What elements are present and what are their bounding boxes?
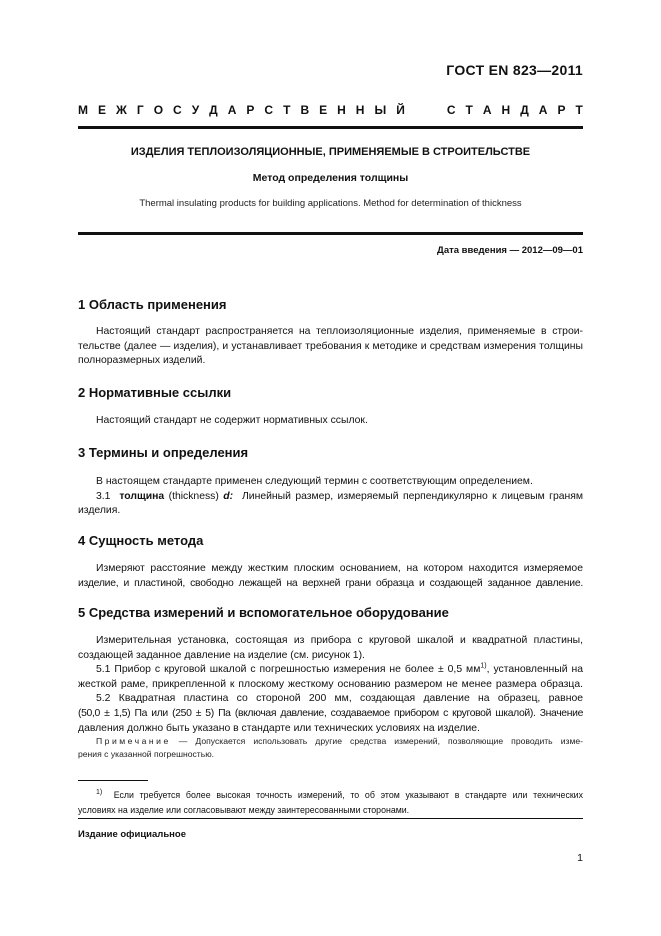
section-4-paragraph: [78, 562, 583, 591]
standard-number: ГОСТ EN 823—2011: [446, 62, 583, 78]
interstate-letter: А: [538, 103, 548, 117]
interstate-letter: Н: [501, 103, 511, 117]
header-rule-bottom: [78, 232, 583, 235]
interstate-letter: Ж: [116, 103, 127, 117]
interstate-letter: [431, 103, 437, 117]
footnote-mark: 1): [96, 789, 103, 797]
text-line: Измерительная установка, состоящая из прибора с круговой шкалой и квадратной пластины,: [96, 635, 583, 646]
interstate-letter: Г: [136, 103, 144, 117]
section-5-paragraph: [78, 634, 583, 736]
text-run: 5.1 Прибор с круговой шкалой с погрешностью измерения не более ± 0,5 мм: [96, 664, 481, 676]
text-line: изделие, и пластиной, свободно лежащей на верхней грани образца и создающей заданное давление.: [78, 577, 583, 589]
section-1-heading: 1 Область применения: [78, 297, 227, 312]
text-line: изделия.: [78, 505, 121, 517]
document-title-english: Thermal insulating products for building applications. Method for determination of thickness: [139, 198, 522, 209]
footnote-text: Если требуется более высокая точность измерений, то об этом указывают в стандарте или технических: [113, 790, 583, 800]
page-number: 1: [577, 852, 583, 864]
text-line: (50,0 ± 1,5) Па или (250 ± 5) Па (включая давление, создаваемое прибором с круговой шкалой). Значение: [78, 707, 583, 719]
text-line: тельстве (далее — изделия), и устанавливает требования к методике и средствам измерения толщины: [78, 340, 583, 352]
interstate-letter: О: [153, 103, 164, 117]
term-definition: Линейный размер, измеряемый перпендикулярно к лицевым граням: [241, 490, 584, 502]
text-run: , установленный на: [486, 664, 583, 676]
interstate-letter: В: [300, 103, 310, 117]
interstate-letter: Д: [209, 103, 218, 117]
interstate-letter: У: [191, 103, 200, 117]
footer-rule: [78, 818, 583, 819]
note: [78, 735, 583, 761]
term: толщина: [119, 490, 165, 502]
note-label: Примечание: [96, 736, 171, 746]
interstate-letter: А: [227, 103, 237, 117]
text-line: жесткой раме, прикрепленной к плоскому жесткому основанию размером не менее размера образца.: [78, 678, 583, 690]
text-line: Настоящий стандарт распространяется на теплоизоляционные изделия, применяемые в строи-: [96, 326, 583, 337]
interstate-letter: А: [482, 103, 492, 117]
interstate-standard-heading: [78, 103, 583, 117]
interstate-letter: Т: [575, 103, 583, 117]
interstate-letter: Й: [396, 103, 405, 117]
interstate-letter: С: [264, 103, 274, 117]
interstate-letter: Е: [319, 103, 328, 117]
text-line: В настоящем стандарте применен следующий термин с соответствующим определением.: [96, 476, 533, 487]
note-text: — Допускается использовать другие средства измерений, позволяющие проводить изме-: [178, 736, 583, 746]
interstate-letter: Т: [465, 103, 473, 117]
interstate-letter: Е: [98, 103, 107, 117]
interstate-letter: [415, 103, 421, 117]
interstate-letter: Р: [246, 103, 255, 117]
text-line: давления должно быть указано в стандарте или технических условиях на изделие.: [78, 722, 480, 734]
clause-5-1-line: [78, 663, 583, 678]
interstate-letter: Д: [520, 103, 529, 117]
footnote-line: [78, 788, 583, 803]
intro-date: Дата введения — 2012—09—01: [437, 245, 583, 256]
interstate-letter: Т: [283, 103, 291, 117]
footnote-separator: [78, 780, 148, 781]
section-2-paragraph: Настоящий стандарт не содержит нормативных ссылок.: [96, 415, 368, 426]
term-definition-line: [78, 490, 583, 505]
section-3-paragraph: [78, 475, 583, 519]
document-title: ИЗДЕЛИЯ ТЕПЛОИЗОЛЯЦИОННЫЕ, ПРИМЕНЯЕМЫЕ В СТРОИТЕЛЬСТВЕ: [130, 146, 531, 158]
document-subtitle: Метод определения толщины: [252, 172, 409, 184]
text-line: 5.2 Квадратная пластина со стороной 200 мм, создающая давление на образец, равное: [96, 693, 583, 705]
section-4-heading: 4 Сущность метода: [78, 533, 204, 548]
text-line: Измеряют расстояние между жестким плоским основанием, на котором находится измеряемое: [96, 563, 583, 574]
text-line: полноразмерных изделий.: [78, 355, 206, 367]
clause-number: 3.1: [96, 490, 111, 502]
interstate-letter: Р: [557, 103, 566, 117]
interstate-letter: М: [78, 103, 88, 117]
header-rule-top: [78, 126, 583, 129]
note-line: рения с указанной погрешностью.: [78, 749, 215, 759]
interstate-letter: С: [446, 103, 456, 117]
interstate-letter: Н: [337, 103, 346, 117]
term-english: (thickness): [168, 490, 219, 502]
interstate-letter: С: [173, 103, 182, 117]
footnote: [78, 788, 583, 818]
note-line: [78, 735, 583, 748]
section-1-paragraph: [78, 325, 583, 369]
section-3-heading: 3 Термины и определения: [78, 445, 249, 460]
section-5-heading: 5 Средства измерений и вспомогательное оборудование: [78, 605, 449, 620]
section-2-heading: 2 Нормативные ссылки: [78, 385, 232, 400]
footnote-line: условиях на изделие или согласовывают между заинтересованными сторонами.: [78, 805, 410, 815]
edition-label: Издание официальное: [78, 829, 186, 840]
term-symbol: d:: [223, 490, 234, 502]
interstate-letter: Н: [355, 103, 365, 117]
footnote-ref: 1): [480, 662, 487, 670]
interstate-letter: Ы: [374, 103, 387, 117]
text-line: создающей заданное давление на изделие (см. рисунок 1).: [78, 649, 365, 661]
